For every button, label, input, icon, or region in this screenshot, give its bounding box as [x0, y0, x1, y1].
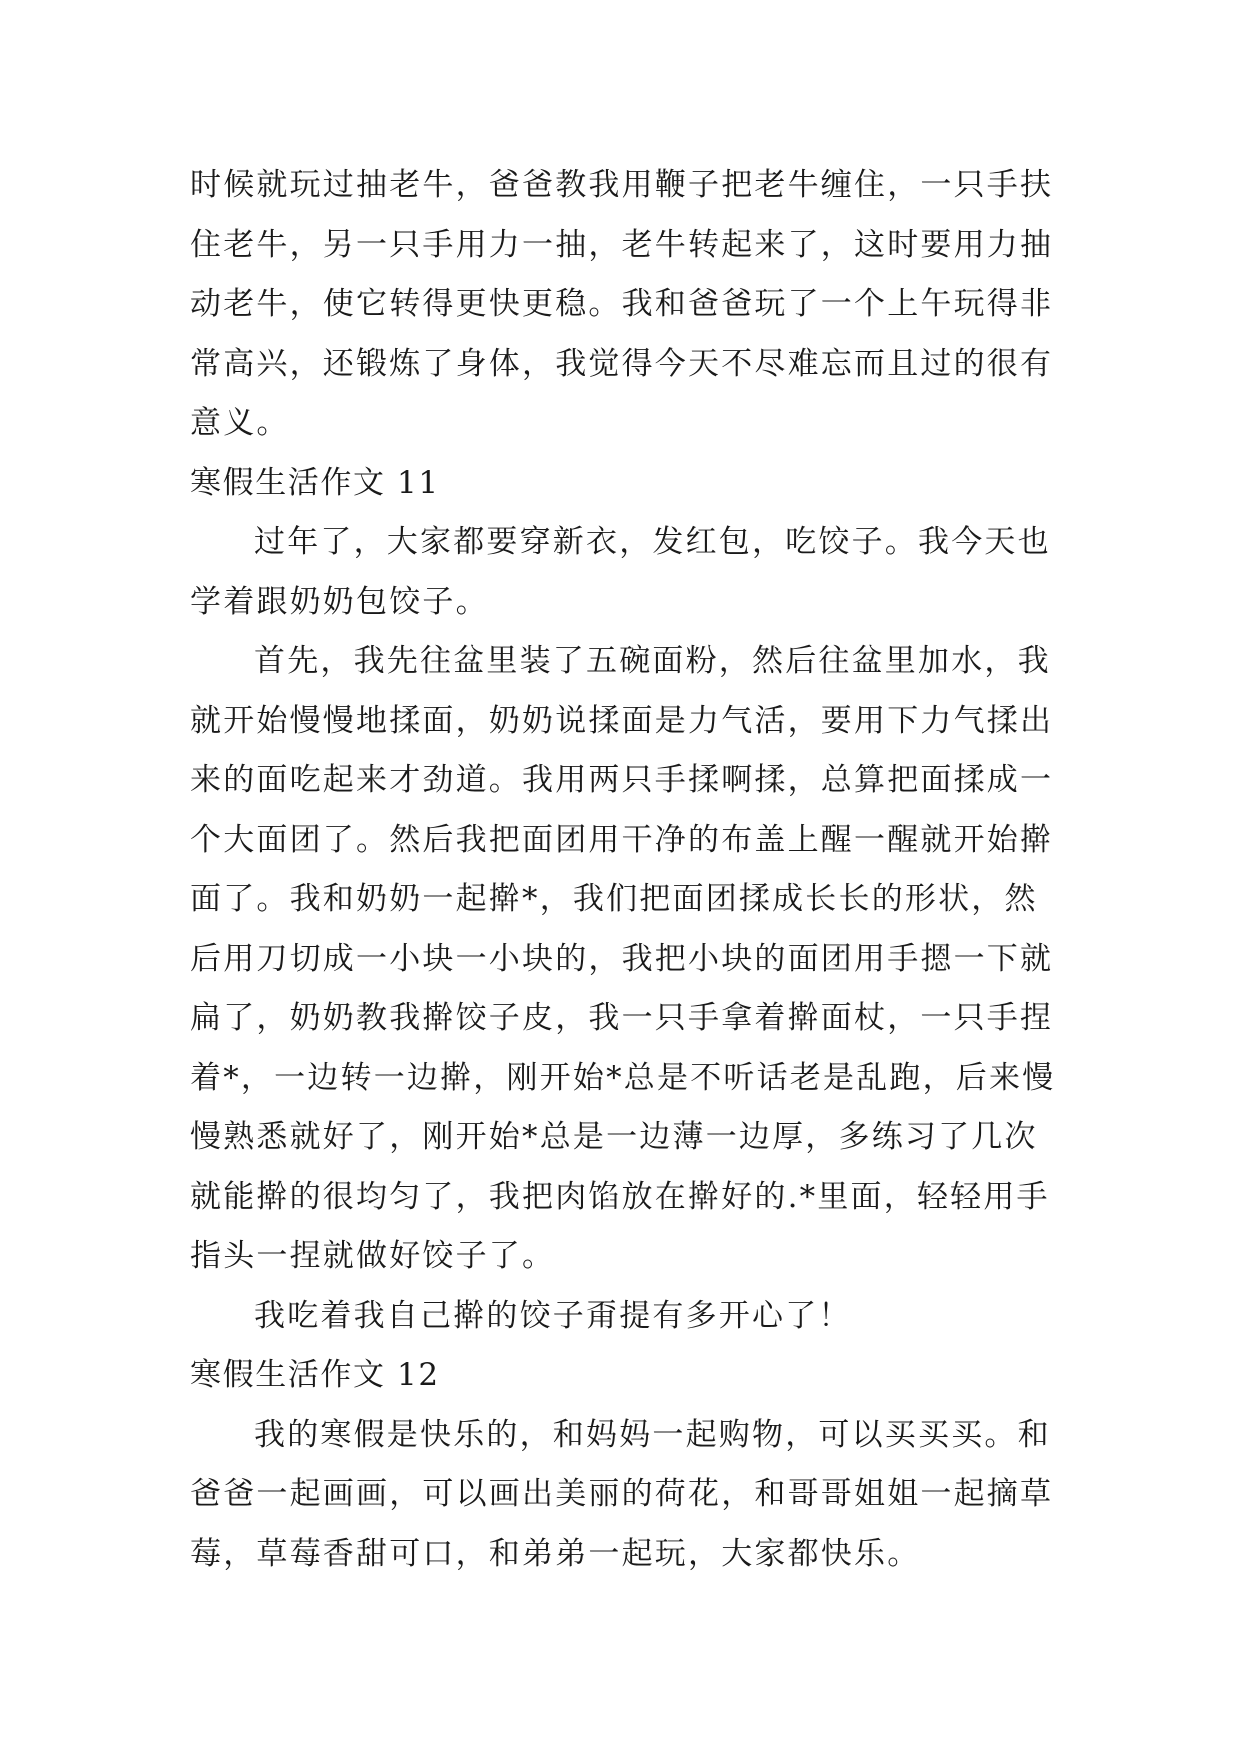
- text-line: 我的寒假是快乐的，和妈妈一起购物，可以买买买。和: [254, 1416, 1051, 1453]
- section-12-title: 寒假生活作文 12: [190, 1357, 440, 1393]
- text-line: 面了。我和奶奶一起擀*，我们把面团揉成长长的形状，然: [190, 881, 1038, 917]
- text-line: 爸爸一起画画，可以画出美丽的荷花，和哥哥姐姐一起摘草: [190, 1476, 1054, 1512]
- text-line: 首先，我先往盆里装了五碗面粉，然后往盆里加水，我: [254, 643, 1051, 679]
- text-line: 指头一捏就做好饺子了。: [190, 1238, 556, 1274]
- section-11-paragraph-3: [190, 1287, 1055, 1347]
- text-line: 意义。: [190, 405, 290, 441]
- text-line: 莓，草莓香甜可口，和弟弟一起玩，大家都快乐。: [190, 1535, 921, 1572]
- text-line: 后用刀切成一小块一小块的，我把小块的面团用手摁一下就: [190, 940, 1054, 977]
- text-line: 住老牛，另一只手用力一抽，老牛转起来了，这时要用力抽: [190, 226, 1054, 263]
- section-11-paragraph-1: [190, 513, 1055, 632]
- text-line: 我吃着我自己擀的饺子甭提有多开心了！: [254, 1297, 852, 1334]
- section-11-paragraph-2: [190, 632, 1055, 1287]
- text-line: 就开始慢慢地揉面，奶奶说揉面是力气活，要用下力气揉出: [190, 702, 1054, 739]
- text-line: 常高兴，还锻炼了身体，我觉得今天不尽难忘而且过的很有: [190, 345, 1054, 382]
- text-line: 过年了，大家都要穿新衣，发红包，吃饺子。我今天也: [254, 524, 1051, 560]
- section-11-title: 寒假生活作文 11: [190, 464, 440, 501]
- essay-body: [190, 156, 1055, 1584]
- text-line: 学着跟奶奶包饺子。: [190, 583, 489, 620]
- text-line: 着*，一边转一边擀，刚开始*总是不听话老是乱跑，后来慢: [190, 1059, 1056, 1096]
- text-line: 就能擀的很均匀了，我把肉馅放在擀好的.*里面，轻轻用手: [190, 1178, 1050, 1215]
- text-line: 动老牛，使它转得更快更稳。我和爸爸玩了一个上午玩得非: [190, 286, 1054, 322]
- text-line: 慢熟悉就好了，刚开始*总是一边薄一边厚，多练习了几次: [190, 1119, 1038, 1155]
- continued-paragraph: [190, 156, 1055, 454]
- text-line: 来的面吃起来才劲道。我用两只手揉啊揉，总算把面揉成一: [190, 762, 1054, 798]
- text-line: 个大面团了。然后我把面团用干净的布盖上醒一醒就开始擀: [190, 821, 1054, 858]
- text-line: 扁了，奶奶教我擀饺子皮，我一只手拿着擀面杖，一只手捏: [190, 1000, 1054, 1036]
- text-line: 时候就玩过抽老牛，爸爸教我用鞭子把老牛缠住，一只手扶: [190, 167, 1054, 203]
- section-12-paragraph-1: [190, 1406, 1055, 1585]
